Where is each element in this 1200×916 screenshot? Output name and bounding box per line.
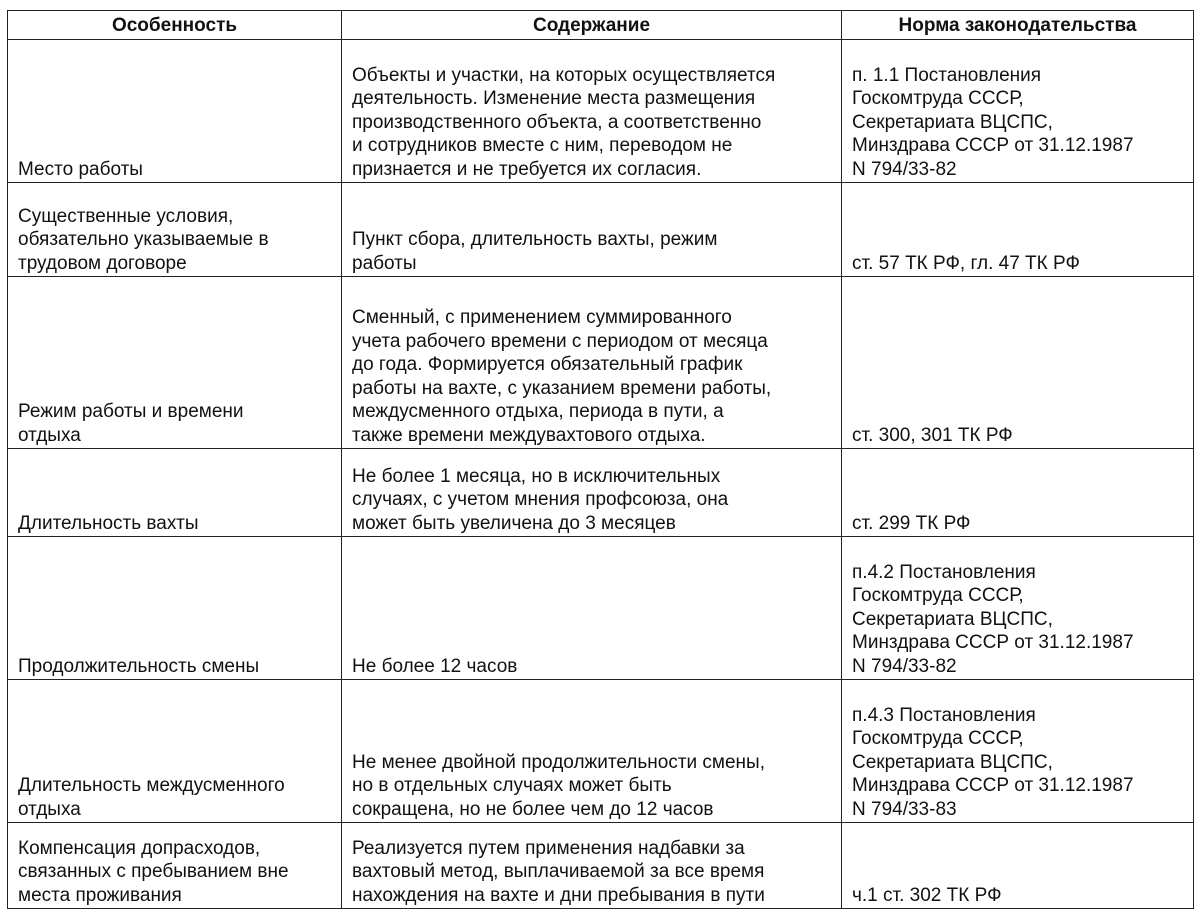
- table-row: [8, 449, 1194, 537]
- content-text: Не более 1 месяца, но в исключительных случаях, с учетом мнения профсоюза, она может быть увеличена до 3 месяцев: [352, 465, 729, 534]
- norm-text: п.4.3 Постановления Госкомтруда СССР, Секретариата ВЦСПС, Минздрава СССР от 31.12.1987 N 794/33-83: [852, 704, 1134, 820]
- feature-text: Длительность вахты: [18, 512, 199, 534]
- content-text: Сменный, с применением суммированного учета рабочего времени с периодом от месяца до года. Формируется обязательный график работы на вахте, с указанием времени работы, междусменного отдыха, периода в пути, а также времени междувахтового отдыха.: [352, 307, 772, 446]
- cell-content: [342, 449, 842, 537]
- table-row: [8, 183, 1194, 277]
- cell-norm: [842, 823, 1194, 909]
- cell-content: [342, 823, 842, 909]
- cell-norm: [842, 680, 1194, 823]
- feature-text: Компенсация допрасходов, связанных с пребыванием вне места проживания: [18, 837, 289, 906]
- norm-text: ст. 300, 301 ТК РФ: [852, 424, 1013, 446]
- norm-text: ст. 57 ТК РФ, гл. 47 ТК РФ: [852, 252, 1080, 274]
- cell-content: [342, 40, 842, 183]
- cell-norm: [842, 537, 1194, 680]
- cell-norm: [842, 183, 1194, 277]
- content-text: Пункт сбора, длительность вахты, режим работы: [352, 229, 718, 274]
- norm-text: п. 1.1 Постановления Госкомтруда СССР, Секретариата ВЦСПС, Минздрава СССР от 31.12.1987 N 794/33-82: [852, 64, 1134, 180]
- header-norm: Норма законодательства: [842, 11, 1194, 40]
- norm-text: ч.1 ст. 302 ТК РФ: [852, 884, 1002, 906]
- feature-text: Продолжительность смены: [18, 655, 260, 677]
- cell-feature: [8, 680, 342, 823]
- norm-text: ст. 299 ТК РФ: [852, 512, 971, 534]
- feature-text: Режим работы и времени отдыха: [18, 401, 244, 446]
- table-row: [8, 823, 1194, 909]
- cell-norm: [842, 449, 1194, 537]
- cell-feature: [8, 823, 342, 909]
- content-text: Реализуется путем применения надбавки за вахтовый метод, выплачиваемой за все время нахождения на вахте и дни пребывания в пути: [352, 837, 765, 906]
- cell-norm: [842, 40, 1194, 183]
- cell-content: [342, 680, 842, 823]
- cell-feature: [8, 40, 342, 183]
- cell-feature: [8, 183, 342, 277]
- norm-text: п.4.2 Постановления Госкомтруда СССР, Секретариата ВЦСПС, Минздрава СССР от 31.12.1987 N 794/33-82: [852, 561, 1134, 677]
- header-feature: Особенность: [8, 11, 342, 40]
- cell-content: [342, 183, 842, 277]
- cell-feature: [8, 449, 342, 537]
- cell-content: [342, 537, 842, 680]
- table-row: [8, 40, 1194, 183]
- table-row: [8, 537, 1194, 680]
- feature-text: Место работы: [18, 158, 143, 180]
- cell-feature: [8, 537, 342, 680]
- cell-feature: [8, 277, 342, 449]
- table-row: [8, 277, 1194, 449]
- cell-content: [342, 277, 842, 449]
- feature-text: Длительность междусменного отдыха: [18, 775, 285, 820]
- content-text: Не более 12 часов: [352, 655, 518, 677]
- table-header-row: [8, 11, 1194, 40]
- content-text: Объекты и участки, на которых осуществляется деятельность. Изменение места размещения производственного объекта, а соответственно и сотрудников вместе с ним, переводом не признается и не требуется их согласия.: [352, 64, 776, 180]
- table-row: [8, 680, 1194, 823]
- feature-text: Существенные условия, обязательно указываемые в трудовом договоре: [18, 205, 269, 274]
- features-table: [7, 10, 1194, 909]
- content-text: Не менее двойной продолжительности смены, но в отдельных случаях может быть сокращена, но не более чем до 12 часов: [352, 751, 765, 820]
- header-content: Содержание: [342, 11, 842, 40]
- cell-norm: [842, 277, 1194, 449]
